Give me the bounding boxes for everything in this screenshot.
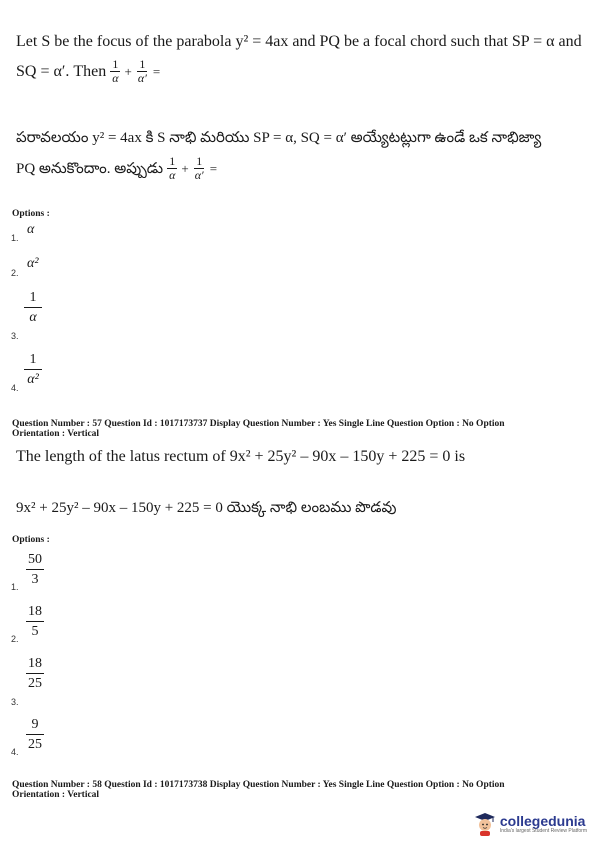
q58-meta-line1: Question Number : 58 Question Id : 1017173738 Display Question Number : Yes Single Line Question Option : No Option [12, 780, 505, 790]
q56-text-line2 [16, 58, 160, 85]
graduate-mascot-icon [474, 812, 496, 836]
q56-option-1-value: α [27, 222, 35, 237]
q56-option-4-fraction: $\frac{1}{\text{α²}}$ [24, 351, 42, 388]
q57-option-2-fraction: $\frac{18}{5}$ [28, 604, 42, 639]
q56-te-frac1: $\frac{1}{\alpha}$ [169, 154, 176, 182]
q57-option-3-number: 3. [11, 697, 19, 707]
q56-telugu-line2-prefix: PQ అనుకొందాం. అప్పుడు [16, 160, 164, 177]
q57-meta-line1: Question Number : 57 Question Id : 1017173737 Display Question Number : Yes Single Line Question Option : No Option [12, 419, 505, 429]
q57-options-label: Options : [12, 535, 50, 545]
q56-frac1: $\frac{1}{\alpha}$ [112, 57, 119, 85]
q57-option-2-number: 2. [11, 634, 19, 644]
q57-option-3-fraction: $\frac{18}{25}$ [28, 656, 42, 691]
q56-option-3-fraction: $\frac{1}{\alpha}$ [24, 289, 42, 326]
q56-option-4-number: 4. [11, 383, 19, 393]
q56-telugu-line1: పరావలయం y² = 4ax కి S నాభి మరియు SP = α, SQ = α′ అయ్యేటట్లుగా ఉండే ఒక నాభిజ్యా [16, 130, 542, 146]
logo-tagline: India's largest Student Review Platform [499, 828, 587, 834]
q56-options-label: Options : [12, 209, 50, 219]
q57-option-1-number: 1. [11, 582, 19, 592]
q56-frac2: $\frac{1}{\alpha'}$ [137, 57, 147, 85]
q56-telugu-line2 [16, 155, 217, 182]
q58-meta-line2: Orientation : Vertical [12, 790, 100, 800]
q57-meta-line2: Orientation : Vertical [12, 429, 100, 439]
q57-telugu-question: 9x² + 25y² – 90x – 150y + 225 = 0 యొక్క నాభి లంబము పొడవు [16, 500, 397, 516]
q57-question: The length of the latus rectum of 9x² + 25y² – 90x – 150y + 225 = 0 is [16, 448, 466, 465]
q56-option-2-value: α² [27, 256, 39, 271]
q56-text-line1: Let S be the focus of the parabola y² = 4ax and PQ be a focal chord such that SP = α and [16, 33, 582, 50]
q56-option-2-number: 2. [11, 268, 19, 278]
logo-name: collegedunia [499, 813, 586, 829]
q56-line2-prefix: SQ = α′. Then [16, 62, 107, 80]
collegedunia-logo [474, 812, 587, 836]
q56-option-3-number: 3. [11, 331, 19, 341]
q56-te-equals: = [209, 160, 218, 176]
q57-option-1-fraction: $\frac{50}{3}$ [28, 552, 42, 587]
q56-equals: = [152, 63, 161, 79]
q56-te-plus: + [181, 160, 189, 176]
q57-option-4-fraction: $\frac{9}{25}$ [28, 717, 42, 752]
q57-option-4-number: 4. [11, 747, 19, 757]
q56-te-frac2: $\frac{1}{\alpha'}$ [194, 154, 204, 182]
q56-plus: + [124, 63, 132, 79]
logo-text [500, 814, 587, 834]
q56-option-1-number: 1. [11, 233, 19, 243]
